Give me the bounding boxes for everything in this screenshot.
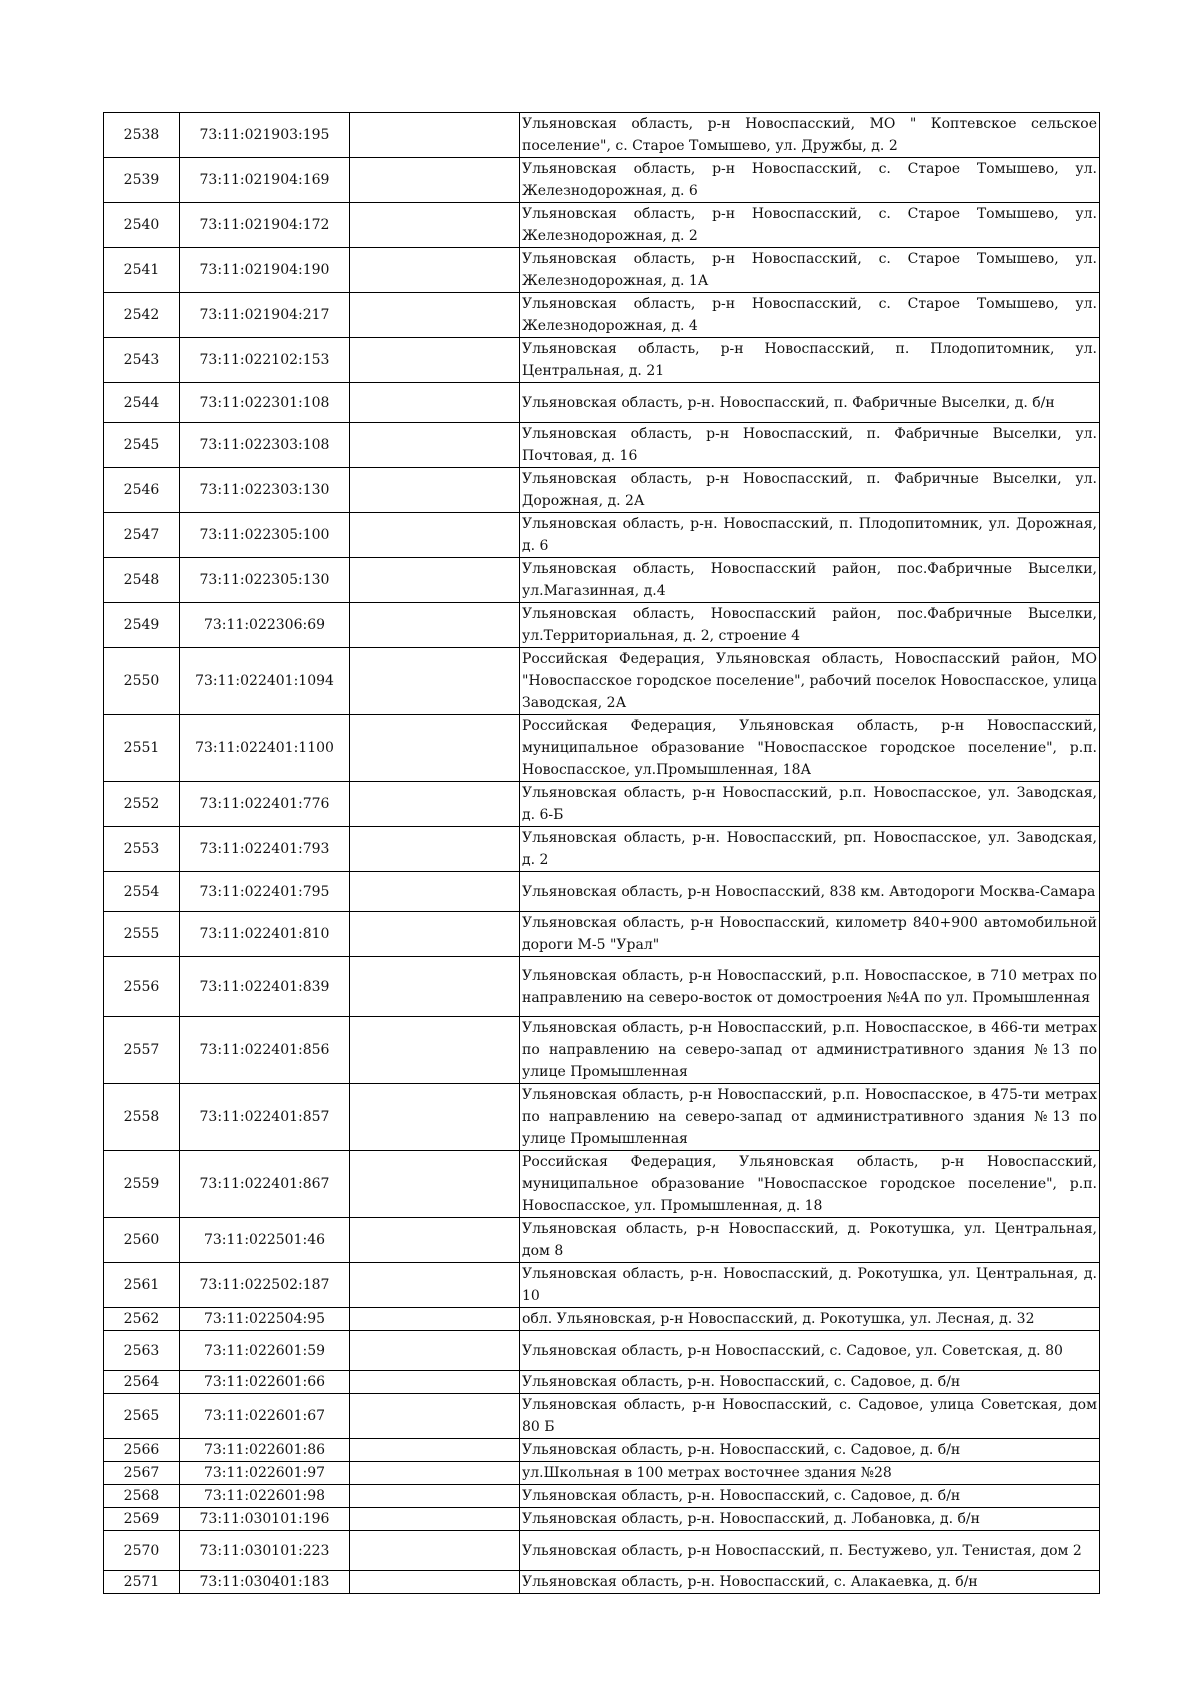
address-cell: Ульяновская область, р-н Новоспасский, с. Старое Томышево, ул. Железнодорожная, д. 4 bbox=[520, 293, 1100, 338]
empty-cell bbox=[350, 558, 520, 603]
address-cell: Ульяновская область, р-н. Новоспасский, с. Алакаевка, д. б/н bbox=[520, 1571, 1100, 1594]
row-number: 2544 bbox=[104, 383, 180, 423]
row-number: 2543 bbox=[104, 338, 180, 383]
cadastral-number: 73:11:022504:95 bbox=[180, 1308, 350, 1331]
empty-cell bbox=[350, 1462, 520, 1485]
empty-cell bbox=[350, 1394, 520, 1439]
address-cell: Ульяновская область, р-н Новоспасский, с. Старое Томышево, ул. Железнодорожная, д. 2 bbox=[520, 203, 1100, 248]
empty-cell bbox=[350, 715, 520, 782]
address-cell: Ульяновская область, р-н Новоспасский, р.п. Новоспасское, в 475-ти метрах по направлению на северо-запад от административного здания №13 по улице Промышленная bbox=[520, 1084, 1100, 1151]
empty-cell bbox=[350, 1508, 520, 1531]
address-cell: Российская Федерация, Ульяновская область, р-н Новоспасский, муниципальное образование "Новоспасское городское поселение", р.п. Новоспасское, ул.Промышленная, 18А bbox=[520, 715, 1100, 782]
row-number: 2538 bbox=[104, 113, 180, 158]
address-cell: Ульяновская область, Новоспасский район, пос.Фабричные Выселки, ул.Магазинная, д.4 bbox=[520, 558, 1100, 603]
row-number: 2571 bbox=[104, 1571, 180, 1594]
row-number: 2562 bbox=[104, 1308, 180, 1331]
table-row bbox=[104, 1462, 1100, 1485]
address-cell: Ульяновская область, р-н Новоспасский, п. Бестужево, ул. Тенистая, дом 2 bbox=[520, 1531, 1100, 1571]
row-number: 2559 bbox=[104, 1151, 180, 1218]
cadastral-number: 73:11:022401:1100 bbox=[180, 715, 350, 782]
cadastral-number: 73:11:022601:59 bbox=[180, 1331, 350, 1371]
address-cell: Ульяновская область, р-н Новоспасский, р.п. Новоспасское, ул. Заводская, д. 6-Б bbox=[520, 782, 1100, 827]
address-cell: Российская Федерация, Ульяновская область, Новоспасский район, МО "Новоспасское городское поселение", рабочий поселок Новоспасское, улица Заводская, 2А bbox=[520, 648, 1100, 715]
address-cell: Ульяновская область, р-н. Новоспасский, д. Лобановка, д. б/н bbox=[520, 1508, 1100, 1531]
empty-cell bbox=[350, 872, 520, 912]
table-row bbox=[104, 1331, 1100, 1371]
empty-cell bbox=[350, 113, 520, 158]
row-number: 2547 bbox=[104, 513, 180, 558]
row-number: 2542 bbox=[104, 293, 180, 338]
empty-cell bbox=[350, 1308, 520, 1331]
row-number: 2549 bbox=[104, 603, 180, 648]
cadastral-number: 73:11:021904:172 bbox=[180, 203, 350, 248]
empty-cell bbox=[350, 1263, 520, 1308]
empty-cell bbox=[350, 1017, 520, 1084]
address-cell: Ульяновская область, р-н. Новоспасский, рп. Новоспасское, ул. Заводская, д. 2 bbox=[520, 827, 1100, 872]
table-row bbox=[104, 293, 1100, 338]
address-cell: Ульяновская область, р-н Новоспасский, с. Старое Томышево, ул. Железнодорожная, д. 6 bbox=[520, 158, 1100, 203]
registry-table bbox=[103, 112, 1100, 1594]
address-cell: Ульяновская область, р-н Новоспасский, д. Рокотушка, ул. Центральная, дом 8 bbox=[520, 1218, 1100, 1263]
cadastral-number: 73:11:022401:1094 bbox=[180, 648, 350, 715]
table-row bbox=[104, 715, 1100, 782]
cadastral-number: 73:11:022401:795 bbox=[180, 872, 350, 912]
cadastral-number: 73:11:021903:195 bbox=[180, 113, 350, 158]
address-cell: Ульяновская область, р-н Новоспасский, МО " Коптевское сельское поселение", с. Старое Томышево, ул. Дружбы, д. 2 bbox=[520, 113, 1100, 158]
empty-cell bbox=[350, 158, 520, 203]
row-number: 2560 bbox=[104, 1218, 180, 1263]
cadastral-number: 73:11:022303:130 bbox=[180, 468, 350, 513]
row-number: 2539 bbox=[104, 158, 180, 203]
table-row bbox=[104, 1571, 1100, 1594]
cadastral-number: 73:11:021904:169 bbox=[180, 158, 350, 203]
address-cell: Ульяновская область, р-н Новоспасский, с. Старое Томышево, ул. Железнодорожная, д. 1А bbox=[520, 248, 1100, 293]
cadastral-number: 73:11:022501:46 bbox=[180, 1218, 350, 1263]
cadastral-number: 73:11:030101:196 bbox=[180, 1508, 350, 1531]
address-cell: Ульяновская область, р-н. Новоспасский, п. Фабричные Выселки, д. б/н bbox=[520, 383, 1100, 423]
address-cell: Ульяновская область, р-н. Новоспасский, с. Садовое, д. б/н bbox=[520, 1371, 1100, 1394]
table-row bbox=[104, 158, 1100, 203]
cadastral-number: 73:11:022601:97 bbox=[180, 1462, 350, 1485]
table-row bbox=[104, 782, 1100, 827]
address-cell: обл. Ульяновская, р-н Новоспасский, д. Рокотушка, ул. Лесная, д. 32 bbox=[520, 1308, 1100, 1331]
row-number: 2569 bbox=[104, 1508, 180, 1531]
empty-cell bbox=[350, 1571, 520, 1594]
row-number: 2554 bbox=[104, 872, 180, 912]
address-cell: Ульяновская область, р-н Новоспасский, р.п. Новоспасское, в 710 метрах по направлению на северо-восток от домостроения №4А по ул. Промышленная bbox=[520, 957, 1100, 1017]
cadastral-number: 73:11:030101:223 bbox=[180, 1531, 350, 1571]
row-number: 2567 bbox=[104, 1462, 180, 1485]
address-cell: Ульяновская область, р-н Новоспасский, р.п. Новоспасское, в 466-ти метрах по направлению на северо-запад от административного здания №13 по улице Промышленная bbox=[520, 1017, 1100, 1084]
cadastral-number: 73:11:022601:98 bbox=[180, 1485, 350, 1508]
empty-cell bbox=[350, 1371, 520, 1394]
row-number: 2570 bbox=[104, 1531, 180, 1571]
table-row bbox=[104, 383, 1100, 423]
empty-cell bbox=[350, 1151, 520, 1218]
address-cell: Ульяновская область, р-н Новоспасский, п. Фабричные Выселки, ул. Дорожная, д. 2А bbox=[520, 468, 1100, 513]
address-cell: Ульяновская область, р-н Новоспасский, п. Плодопитомник, ул. Центральная, д. 21 bbox=[520, 338, 1100, 383]
cadastral-number: 73:11:022305:130 bbox=[180, 558, 350, 603]
address-cell: Ульяновская область, р-н Новоспасский, с. Садовое, ул. Советская, д. 80 bbox=[520, 1331, 1100, 1371]
address-cell: Ульяновская область, Новоспасский район, пос.Фабричные Выселки, ул.Территориальная, д. 2, строение 4 bbox=[520, 603, 1100, 648]
table-row bbox=[104, 912, 1100, 957]
cadastral-number: 73:11:022401:856 bbox=[180, 1017, 350, 1084]
cadastral-number: 73:11:022502:187 bbox=[180, 1263, 350, 1308]
row-number: 2563 bbox=[104, 1331, 180, 1371]
address-cell: Ульяновская область, р-н. Новоспасский, д. Рокотушка, ул. Центральная, д. 10 bbox=[520, 1263, 1100, 1308]
empty-cell bbox=[350, 827, 520, 872]
empty-cell bbox=[350, 603, 520, 648]
empty-cell bbox=[350, 203, 520, 248]
empty-cell bbox=[350, 1218, 520, 1263]
row-number: 2558 bbox=[104, 1084, 180, 1151]
table-row bbox=[104, 1394, 1100, 1439]
table-row bbox=[104, 1263, 1100, 1308]
table-row bbox=[104, 957, 1100, 1017]
empty-cell bbox=[350, 912, 520, 957]
table-row bbox=[104, 558, 1100, 603]
cadastral-number: 73:11:022401:857 bbox=[180, 1084, 350, 1151]
table-row bbox=[104, 513, 1100, 558]
row-number: 2555 bbox=[104, 912, 180, 957]
table-row bbox=[104, 338, 1100, 383]
table-row bbox=[104, 1508, 1100, 1531]
address-cell: Ульяновская область, р-н Новоспасский, п. Фабричные Выселки, ул. Почтовая, д. 16 bbox=[520, 423, 1100, 468]
cadastral-number: 73:11:021904:190 bbox=[180, 248, 350, 293]
address-cell: Ульяновская область, р-н Новоспасский, 838 км. Автодороги Москва-Самара bbox=[520, 872, 1100, 912]
empty-cell bbox=[350, 782, 520, 827]
cadastral-number: 73:11:022401:776 bbox=[180, 782, 350, 827]
cadastral-number: 73:11:022102:153 bbox=[180, 338, 350, 383]
row-number: 2561 bbox=[104, 1263, 180, 1308]
row-number: 2553 bbox=[104, 827, 180, 872]
row-number: 2557 bbox=[104, 1017, 180, 1084]
row-number: 2564 bbox=[104, 1371, 180, 1394]
row-number: 2568 bbox=[104, 1485, 180, 1508]
table-row bbox=[104, 1371, 1100, 1394]
empty-cell bbox=[350, 648, 520, 715]
cadastral-number: 73:11:022301:108 bbox=[180, 383, 350, 423]
cadastral-number: 73:11:022401:867 bbox=[180, 1151, 350, 1218]
table-row bbox=[104, 113, 1100, 158]
table-row bbox=[104, 827, 1100, 872]
table-row bbox=[104, 248, 1100, 293]
table-row bbox=[104, 1439, 1100, 1462]
row-number: 2552 bbox=[104, 782, 180, 827]
row-number: 2546 bbox=[104, 468, 180, 513]
cadastral-number: 73:11:021904:217 bbox=[180, 293, 350, 338]
cadastral-number: 73:11:022303:108 bbox=[180, 423, 350, 468]
address-cell: ул.Школьная в 100 метрах восточнее здания №28 bbox=[520, 1462, 1100, 1485]
row-number: 2541 bbox=[104, 248, 180, 293]
row-number: 2556 bbox=[104, 957, 180, 1017]
table-row bbox=[104, 1017, 1100, 1084]
row-number: 2551 bbox=[104, 715, 180, 782]
address-cell: Ульяновская область, р-н. Новоспасский, с. Садовое, д. б/н bbox=[520, 1439, 1100, 1462]
table-row bbox=[104, 1218, 1100, 1263]
table-row bbox=[104, 1485, 1100, 1508]
cadastral-number: 73:11:030401:183 bbox=[180, 1571, 350, 1594]
empty-cell bbox=[350, 248, 520, 293]
address-cell: Ульяновская область, р-н. Новоспасский, п. Плодопитомник, ул. Дорожная, д. 6 bbox=[520, 513, 1100, 558]
empty-cell bbox=[350, 383, 520, 423]
empty-cell bbox=[350, 1531, 520, 1571]
table-row bbox=[104, 1084, 1100, 1151]
address-cell: Ульяновская область, р-н Новоспасский, километр 840+900 автомобильной дороги М-5 "Урал" bbox=[520, 912, 1100, 957]
address-cell: Ульяновская область, р-н Новоспасский, с. Садовое, улица Советская, дом 80 Б bbox=[520, 1394, 1100, 1439]
empty-cell bbox=[350, 338, 520, 383]
table-row bbox=[104, 603, 1100, 648]
cadastral-number: 73:11:022601:86 bbox=[180, 1439, 350, 1462]
cadastral-number: 73:11:022305:100 bbox=[180, 513, 350, 558]
table-row bbox=[104, 423, 1100, 468]
table-row bbox=[104, 468, 1100, 513]
cadastral-number: 73:11:022601:66 bbox=[180, 1371, 350, 1394]
table-row bbox=[104, 1308, 1100, 1331]
row-number: 2540 bbox=[104, 203, 180, 248]
row-number: 2565 bbox=[104, 1394, 180, 1439]
cadastral-number: 73:11:022401:810 bbox=[180, 912, 350, 957]
row-number: 2548 bbox=[104, 558, 180, 603]
address-cell: Российская Федерация, Ульяновская область, р-н Новоспасский, муниципальное образование "Новоспасское городское поселение", р.п. Новоспасское, ул. Промышленная, д. 18 bbox=[520, 1151, 1100, 1218]
empty-cell bbox=[350, 957, 520, 1017]
empty-cell bbox=[350, 1485, 520, 1508]
registry-table-body bbox=[104, 113, 1100, 1594]
cadastral-number: 73:11:022306:69 bbox=[180, 603, 350, 648]
empty-cell bbox=[350, 513, 520, 558]
empty-cell bbox=[350, 293, 520, 338]
empty-cell bbox=[350, 423, 520, 468]
cadastral-number: 73:11:022401:839 bbox=[180, 957, 350, 1017]
row-number: 2566 bbox=[104, 1439, 180, 1462]
cadastral-number: 73:11:022601:67 bbox=[180, 1394, 350, 1439]
empty-cell bbox=[350, 468, 520, 513]
table-row bbox=[104, 1151, 1100, 1218]
table-row bbox=[104, 648, 1100, 715]
empty-cell bbox=[350, 1331, 520, 1371]
table-row bbox=[104, 872, 1100, 912]
empty-cell bbox=[350, 1439, 520, 1462]
table-row bbox=[104, 1531, 1100, 1571]
empty-cell bbox=[350, 1084, 520, 1151]
address-cell: Ульяновская область, р-н. Новоспасский, с. Садовое, д. б/н bbox=[520, 1485, 1100, 1508]
row-number: 2545 bbox=[104, 423, 180, 468]
table-row bbox=[104, 203, 1100, 248]
row-number: 2550 bbox=[104, 648, 180, 715]
cadastral-number: 73:11:022401:793 bbox=[180, 827, 350, 872]
